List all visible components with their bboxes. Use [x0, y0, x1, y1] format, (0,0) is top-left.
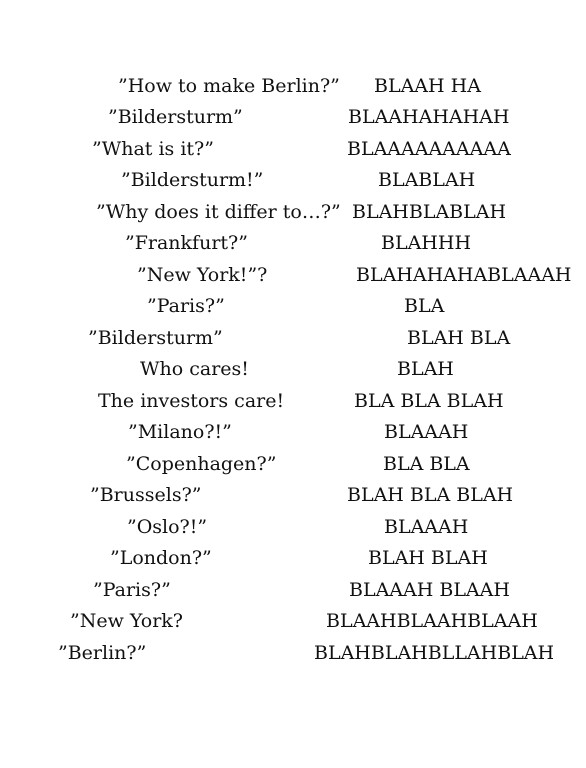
answer-line: BLA BLA [383, 453, 470, 475]
question-line: ”Why does it differ to…?” [96, 201, 341, 223]
answer-line: BLAHBLABLAH [352, 201, 507, 223]
answer-line: BLABLAH [378, 169, 476, 191]
question-line: ”Berlin?” [58, 642, 147, 664]
question-line: ”What is it?” [92, 138, 214, 160]
question-line: ”Copenhagen?” [126, 453, 277, 475]
answer-line: BLAAAAAAAAAA [347, 138, 511, 160]
question-line: ”Milano?!” [128, 421, 232, 443]
answer-line: BLAAH HA [374, 75, 481, 97]
answer-line: BLAH [397, 358, 454, 380]
answer-line: BLAAAH BLAAH [349, 579, 510, 601]
answer-line: BLAH BLA BLAH [347, 484, 514, 506]
answer-line: BLAH BLA [407, 327, 511, 349]
question-line: ”Bildersturm” [108, 106, 243, 128]
answer-line: BLAAHAHAHAH [348, 106, 510, 128]
question-line: ”Paris?” [93, 579, 171, 601]
answer-line: BLAHHH [381, 232, 472, 254]
question-line: ”Oslo?!” [127, 516, 208, 538]
question-line: ”Frankfurt?” [125, 232, 248, 254]
question-line: ”Bildersturm!” [121, 169, 264, 191]
question-line: ”Bildersturm” [88, 327, 223, 349]
question-line: The investors care! [98, 390, 285, 412]
question-line: ”Brussels?” [90, 484, 202, 506]
answer-line: BLAAAH [384, 421, 469, 443]
question-line: ”Paris?” [147, 295, 225, 317]
question-line: ”London?” [110, 547, 212, 569]
answer-line: BLAHAHAHABLAAAH [356, 264, 572, 286]
answer-line: BLAAHBLAAHBLAAH [326, 610, 538, 632]
question-line: ”New York!”? [137, 264, 268, 286]
answer-line: BLA [404, 295, 445, 317]
question-line: ”New York? [70, 610, 183, 632]
answer-line: BLAH BLAH [368, 547, 488, 569]
answer-line: BLA BLA BLAH [354, 390, 504, 412]
question-line: Who cares! [140, 358, 249, 380]
answer-line: BLAHBLAHBLLAHBLAH [314, 642, 555, 664]
answer-line: BLAAAH [384, 516, 469, 538]
question-line: ”How to make Berlin?” [118, 75, 340, 97]
